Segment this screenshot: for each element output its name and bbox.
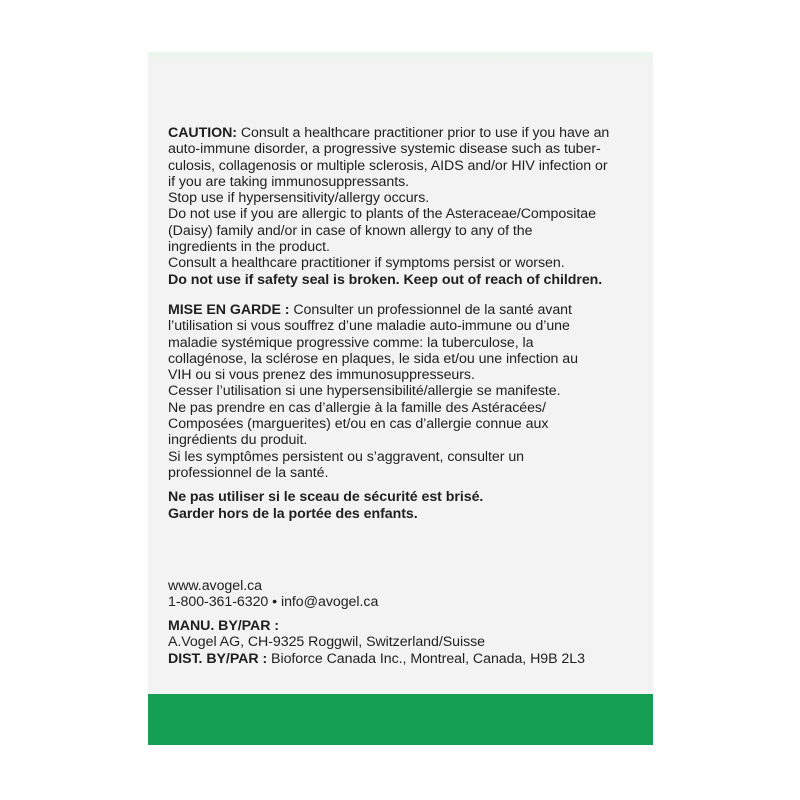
package-panel [148,52,653,745]
manu-value: A.Vogel AG, CH-9325 Roggwil, Switzerland/Suisse [168,634,486,651]
caution-label: CAUTION: [168,125,237,141]
english-warning [168,125,646,288]
french-line: Composées (marguerites) et/ou en cas d’allergie connue aux [168,416,549,433]
french-line: collagénose, la sclérose en plaques, le sida et/ou une infection au [168,350,578,367]
green-band [148,694,653,745]
dist-value: Bioforce Canada Inc., Montreal, Canada, H9B 2L3 [267,650,585,667]
english-line: if you are taking immunosuppressants. [168,173,410,190]
french-line: professionnel de la santé. [168,464,329,481]
french-warning [168,302,646,522]
english-line: (Daisy) family and/or in case of known allergy to any of the [168,222,533,239]
french-line: VIH ou si vous prenez des immunosuppresseurs. [168,367,475,384]
english-line: ingredients in the product. [168,239,330,256]
english-safety-notice: Do not use if safety seal is broken. Keep out of reach of children. [168,271,603,288]
website-link[interactable]: www.avogel.ca [168,578,262,594]
french-line: Si les symptômes persistent ou s’aggravent, consulter un [168,448,525,465]
english-line: auto-immune disorder, a progressive systemic disease such as tuber- [168,141,601,158]
french-first-line [168,302,646,318]
english-line: Do not use if you are allergic to plants of the Asteraceae/Compositae [168,206,596,223]
french-line: ingrédients du produit. [168,432,308,449]
french-line: Ne pas prendre en cas d’allergie à la famille des Astéracées/ [168,399,546,416]
contact-info [168,578,646,611]
top-strip [148,52,653,64]
french-safety-notice: Ne pas utiliser si le sceau de sécurité est brisé. [168,489,484,506]
dist-label: DIST. BY/PAR : [168,650,268,667]
french-label: MISE EN GARDE : [168,302,290,318]
dist-line [168,651,646,667]
french-line: l’utilisation si vous souffrez d’une maladie auto-immune ou d’une [168,318,570,335]
caution-first-line [168,125,646,141]
manu-label: MANU. BY/PAR : [168,618,279,634]
french-line: Cesser l’utilisation si une hypersensibilité/allergie se manifeste. [168,383,561,400]
english-line: culosis, collagenosis or multiple sclerosis, AIDS and/or HIV infection or [168,157,608,174]
caution-text: Consult a healthcare practitioner prior to use if you have an [236,125,610,141]
french-text: Consulter un professionnel de la santé avant [289,302,572,318]
english-line: Stop use if hypersensitivity/allergy occurs. [168,190,430,207]
french-line: maladie systémique progressive comme: la tuberculose, la [168,334,534,351]
french-children-notice: Garder hors de la portée des enfants. [168,505,418,522]
phone-email[interactable]: 1-800-361-6320 • info@avogel.ca [168,594,379,611]
english-line: Consult a healthcare practitioner if symptoms persist or worsen. [168,255,565,272]
manufacturer-info [168,618,646,667]
